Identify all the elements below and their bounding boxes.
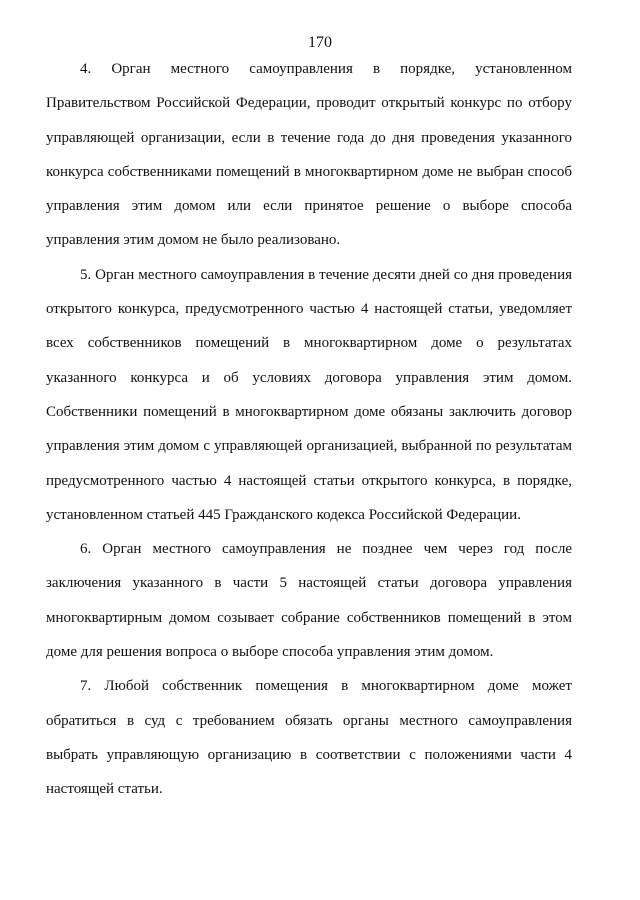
paragraph-4: 4. Орган местного самоуправления в порядке, установленном Правительством Российской Федерации, проводит открытый конкурс по отбору управляющей организации, если в течение года до дня проведения указанного конкурса собственниками помещений в многоквартирном доме не выбран способ управления этим домом или если принятое решение о выборе способа управления этим домом не было реализовано. <box>46 61 572 249</box>
paragraph-5: 5. Орган местного самоуправления в течение десяти дней со дня проведения открытого конкурса, предусмотренного частью 4 настоящей статьи, уведомляет всех собственников помещений в многоквартирном доме о результатах указанного конкурса и об условиях договора управления этим домом. Собственники помещений в многоквартирном доме обязаны заключить договор управления этим домом с управляющей организацией, выбранной по результатам предусмотренного частью 4 настоящей статьи открытого конкурса, в порядке, установленном статьей 445 Гражданского кодекса Российской Федерации. <box>46 266 572 523</box>
page-number: 170 <box>308 34 332 51</box>
paragraph-6: 6. Орган местного самоуправления не позднее чем через год после заключения указанного в части 5 настоящей статьи договора управления многоквартирным домом созывает собрание собственников помещений в этом доме для решения вопроса о выборе способа управления этим домом. <box>46 541 572 661</box>
paragraph-7: 7. Любой собственник помещения в многоквартирном доме может обратиться в суд с требованием обязать органы местного самоуправления выбрать управляющую организацию в соответствии с положениями части 4 настоящей статьи. <box>46 678 572 798</box>
document-body <box>46 52 572 807</box>
